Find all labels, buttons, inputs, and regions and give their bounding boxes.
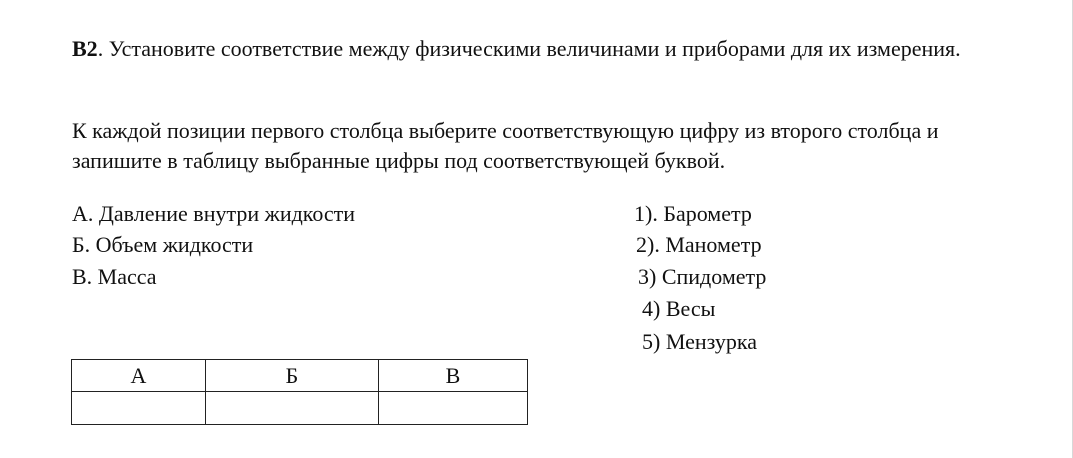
- answer-table: [71, 359, 528, 425]
- instrument-item-1: 1). Барометр: [634, 201, 752, 226]
- task-instruction: К каждой позиции первого столбца выберите соответствующую цифру из второго столбца и запишите в таблицу выбранные цифры под соответствующей буквой.: [72, 118, 939, 173]
- answer-header-a: А: [72, 360, 206, 392]
- instrument-item-2: 2). Манометр: [636, 232, 762, 257]
- task-label: В2: [72, 36, 98, 61]
- answer-table-input-row: [72, 392, 528, 425]
- instrument-item-3: 3) Спидометр: [638, 264, 767, 289]
- task-statement: [72, 34, 972, 64]
- quantity-item-a: А. Давление внутри жидкости: [72, 201, 356, 226]
- quantity-item-b: Б. Объем жидкости: [72, 232, 254, 257]
- quantity-item-v: В. Масса: [72, 264, 157, 289]
- instrument-item-4: 4) Весы: [642, 296, 716, 321]
- answer-cell-b[interactable]: [206, 392, 379, 425]
- instrument-item-5: 5) Мензурка: [642, 329, 757, 354]
- answer-cell-a[interactable]: [72, 392, 206, 425]
- answer-header-v: В: [379, 360, 528, 392]
- answer-header-b: Б: [206, 360, 379, 392]
- task-text: . Установите соответствие между физическими величинами и приборами для их измерения.: [97, 36, 961, 61]
- answer-table-header-row: [72, 360, 528, 392]
- answer-cell-v[interactable]: [379, 392, 528, 425]
